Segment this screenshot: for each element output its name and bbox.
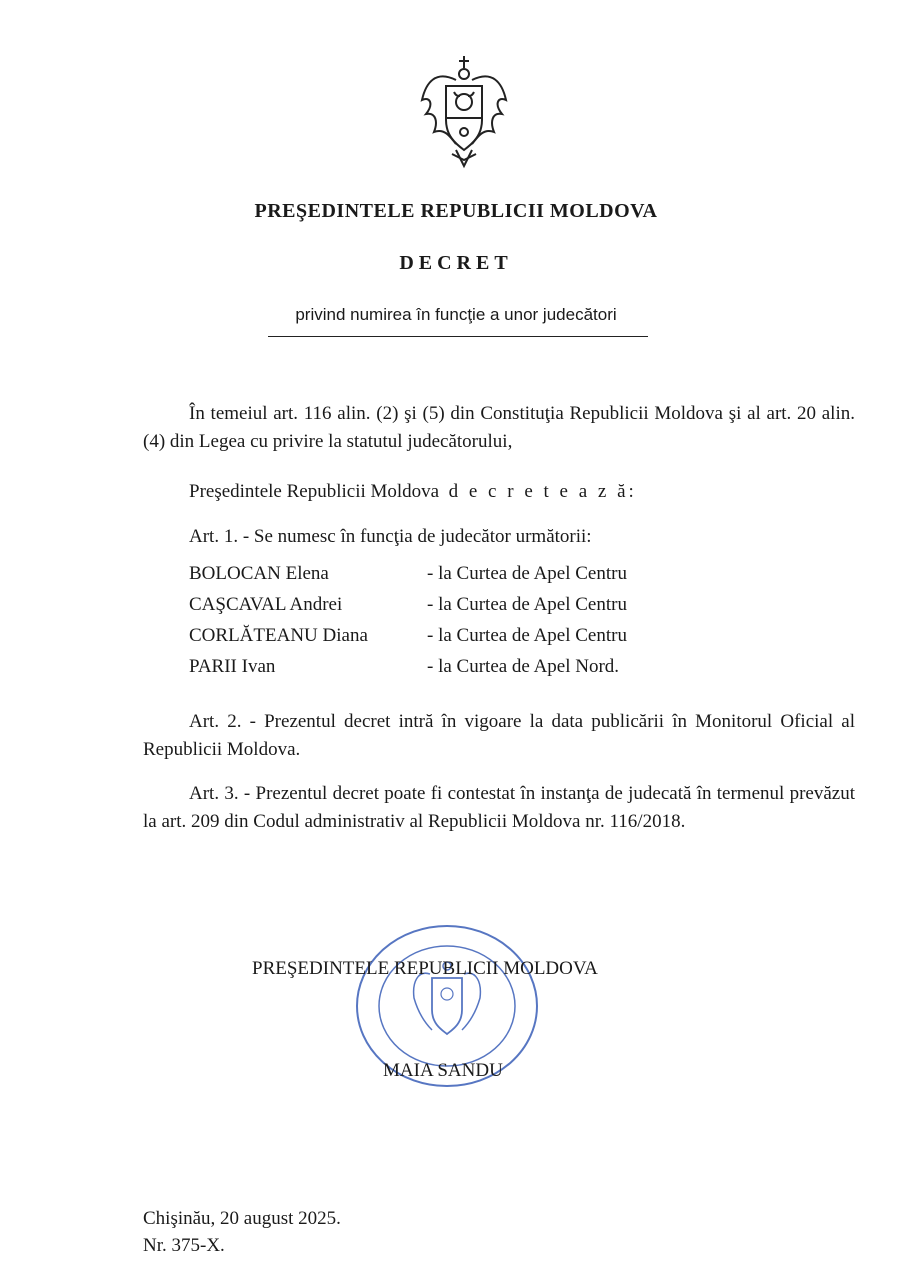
article-2: Art. 2. - Prezentul decret intră în vigoare la data publicării în Monitorul Oficial al Republicii Moldova. (143, 711, 855, 760)
article-3: Art. 3. - Prezentul decret poate fi contestat în instanţa de judecată în termenul prevăzut la art. 209 din Codul administrativ al Republicii Moldova nr. 116/2018. (143, 783, 855, 832)
list-item (189, 651, 749, 682)
list-item (189, 589, 749, 620)
appointee-name: BOLOCAN Elena (189, 563, 329, 584)
list-item (189, 558, 749, 589)
decree-verb: d e c r e t e a z ă: (448, 481, 637, 502)
article-1-intro: Art. 1. - Se numesc în funcţia de judecător următorii: (189, 526, 592, 547)
decree-formula (143, 478, 855, 506)
place-and-date: Chişinău, 20 august 2025. (143, 1208, 341, 1229)
decree-lead: Preşedintele Republicii Moldova (189, 481, 440, 502)
preamble-paragraph: În temeiul art. 116 alin. (2) şi (5) din Constituţia Republicii Moldova şi al art. 20 alin. (4) din Legea cu privire la statutul judecătorului, (143, 403, 855, 452)
appointee-name: CAŞCAVAL Andrei (189, 594, 343, 615)
appointee-court: - la Curtea de Apel Centru (427, 563, 627, 584)
moldova-coat-of-arms-icon (416, 52, 512, 170)
appointee-name: CORLĂTEANU Diana (189, 625, 368, 646)
appointee-court: - la Curtea de Apel Centru (427, 625, 627, 646)
appointee-name: PARII Ivan (189, 656, 276, 677)
subtitle-divider (268, 336, 648, 337)
signatory-title: PREŞEDINTELE REPUBLICII MOLDOVA (252, 958, 598, 979)
decree-subtitle: privind numirea în funcţie a unor judecători (295, 305, 617, 324)
issuer-title: PREŞEDINTELE REPUBLICII MOLDOVA (254, 200, 658, 222)
signatory-name: MAIA SANDU (383, 1060, 503, 1081)
list-item (189, 620, 749, 651)
appointee-court: - la Curtea de Apel Nord. (427, 656, 620, 677)
appointee-court: - la Curtea de Apel Centru (427, 594, 627, 615)
document-type: DECRET (399, 252, 513, 274)
appointee-list (189, 558, 749, 682)
decree-number: Nr. 375-X. (143, 1235, 225, 1256)
